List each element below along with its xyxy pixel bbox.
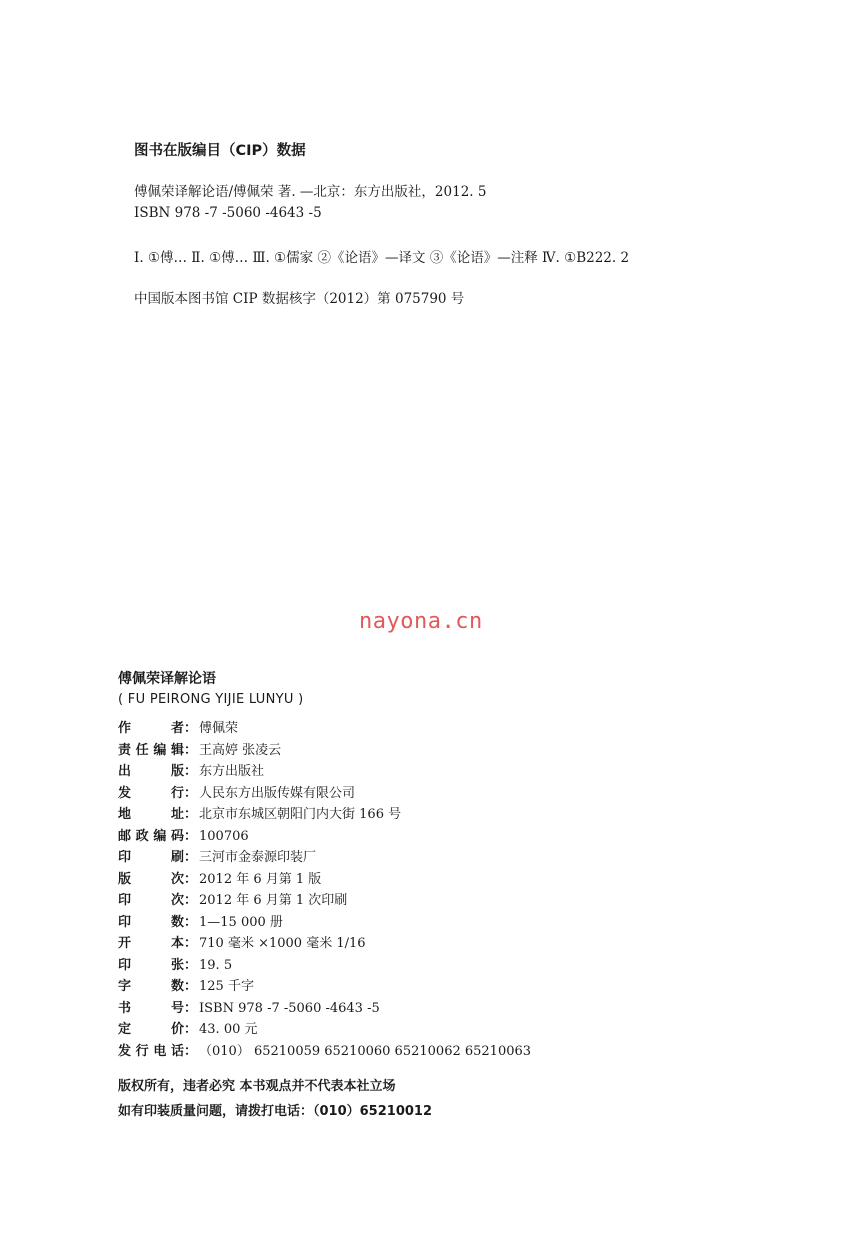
detail-label: 字数 xyxy=(118,979,184,994)
book-title: 傅佩荣译解论语 xyxy=(118,671,216,687)
publication-details xyxy=(118,718,531,1062)
detail-value: 100706 xyxy=(199,828,249,844)
detail-row xyxy=(118,933,531,955)
detail-label: 版次 xyxy=(118,871,184,887)
book-pinyin-title: ( FU PEIRONG YIJIE LUNYU ) xyxy=(118,692,304,707)
detail-colon: ： xyxy=(184,957,198,973)
detail-row xyxy=(118,740,531,762)
detail-value: 19. 5 xyxy=(199,957,233,973)
detail-colon: ： xyxy=(184,1000,198,1016)
detail-row xyxy=(118,847,531,869)
detail-row xyxy=(118,826,531,848)
detail-colon: ： xyxy=(184,893,198,908)
detail-value: 1—15 000 册 xyxy=(199,914,283,930)
cip-classification-line: Ⅰ. ①傅… Ⅱ. ①傅… Ⅲ. ①儒家 ②《论语》—译文 ③《论语》—注释 Ⅳ. ①B222. 2 xyxy=(134,250,630,266)
detail-value: 2012 年 6 月第 1 版 xyxy=(199,871,322,887)
detail-row xyxy=(118,869,531,891)
detail-label: 作者 xyxy=(118,721,184,736)
detail-row xyxy=(118,890,531,912)
detail-label: 印刷 xyxy=(118,850,184,865)
detail-colon: ： xyxy=(184,936,198,951)
detail-value: 王高婷 张凌云 xyxy=(199,742,282,758)
detail-row xyxy=(118,998,531,1020)
detail-value: ISBN 978 -7 -5060 -4643 -5 xyxy=(199,1000,380,1016)
detail-value: 人民东方出版传媒有限公司 xyxy=(199,785,356,801)
cip-title: 图书在版编目（CIP）数据 xyxy=(134,143,306,159)
detail-value: 2012 年 6 月第 1 次印刷 xyxy=(199,893,348,908)
detail-row xyxy=(118,955,531,977)
quality-notice: 如有印装质量问题，请拨打电话：（010）65210012 xyxy=(118,1104,432,1119)
detail-label: 开本 xyxy=(118,936,184,951)
detail-colon: ： xyxy=(184,1022,198,1037)
detail-row xyxy=(118,1019,531,1041)
detail-label: 邮政编码 xyxy=(118,828,184,844)
cip-isbn-line: ISBN 978 -7 -5060 -4643 -5 xyxy=(134,205,322,221)
detail-row xyxy=(118,804,531,826)
detail-colon: ： xyxy=(184,871,198,887)
detail-label: 定价 xyxy=(118,1022,184,1037)
detail-row xyxy=(118,976,531,998)
rights-notice: 版权所有，违者必究 本书观点并不代表本社立场 xyxy=(118,1079,396,1094)
detail-label: 发行电话 xyxy=(118,1043,184,1059)
detail-colon: ： xyxy=(184,979,198,994)
detail-colon: ： xyxy=(184,1043,198,1059)
detail-row xyxy=(118,912,531,934)
detail-colon: ： xyxy=(184,742,198,758)
detail-label: 责任编辑 xyxy=(118,742,184,758)
detail-label: 印数 xyxy=(118,914,184,930)
detail-value: 43. 00 元 xyxy=(199,1022,258,1037)
detail-value: 125 千字 xyxy=(199,979,254,994)
detail-value: 东方出版社 xyxy=(199,764,265,779)
detail-colon: ： xyxy=(184,914,198,930)
detail-label: 书号 xyxy=(118,1000,184,1016)
detail-colon: ： xyxy=(184,828,198,844)
detail-colon: ： xyxy=(184,850,198,865)
cip-author-line: 傅佩荣译解论语/傅佩荣 著. —北京：东方出版社，2012. 5 xyxy=(134,184,487,200)
detail-value: （010） 65210059 65210060 65210062 65210063 xyxy=(199,1043,532,1059)
detail-row xyxy=(118,1041,531,1063)
detail-value: 三河市金泰源印装厂 xyxy=(199,850,317,865)
detail-row xyxy=(118,783,531,805)
detail-value: 傅佩荣 xyxy=(199,721,239,736)
detail-colon: ： xyxy=(184,721,198,736)
detail-label: 出版 xyxy=(118,764,184,779)
detail-value: 710 毫米 ×1000 毫米 1/16 xyxy=(199,936,366,951)
detail-label: 印次 xyxy=(118,893,184,908)
detail-row xyxy=(118,761,531,783)
detail-colon: ： xyxy=(184,807,198,822)
detail-label: 地址 xyxy=(118,807,184,822)
watermark: nayona.cn xyxy=(359,609,483,634)
detail-label: 发行 xyxy=(118,785,184,801)
detail-colon: ： xyxy=(184,764,198,779)
detail-label: 印张 xyxy=(118,957,184,973)
detail-value: 北京市东城区朝阳门内大街 166 号 xyxy=(199,807,402,822)
detail-row xyxy=(118,718,531,740)
cip-library-line: 中国版本图书馆 CIP 数据核字（2012）第 075790 号 xyxy=(134,291,465,307)
detail-colon: ： xyxy=(184,785,198,801)
